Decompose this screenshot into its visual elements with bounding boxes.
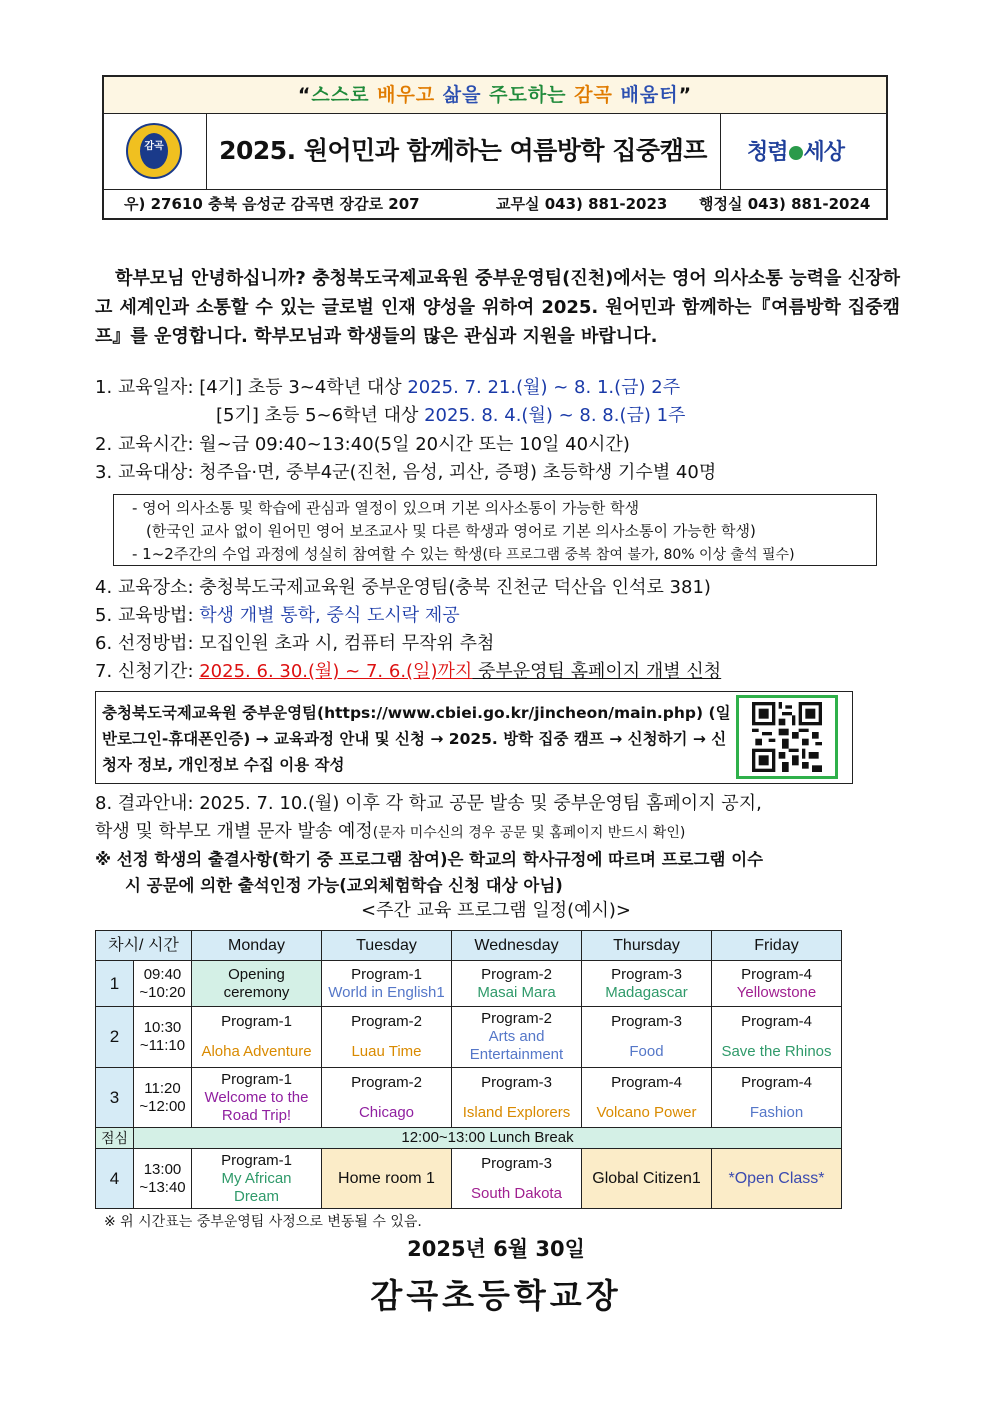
day-header: Friday (712, 931, 842, 961)
period-time: 13:00 ~13:40 (134, 1149, 192, 1209)
table-row (96, 1068, 842, 1128)
eligibility-box: - 영어 의사소통 및 학습에 관심과 열정이 있으며 기본 의사소통이 가능한 학생 (한국인 교사 없이 원어민 영어 보조교사 및 다른 학생과 영어로 기본 의사소통이 가능한 학생) - 1~2주간의 수업 과정에 성실히 참여할 수 있는 학생(타 프로그램 중복 참여 불가, 80% 이상 출석 필수) (113, 494, 877, 566)
issue-date: 2025년 6월 30일 (407, 1237, 585, 1261)
school-motto: “스스로 배우고 삶을 주도하는 감곡 배움터” (104, 77, 886, 114)
admin-phone: 행정실 043) 881-2024 (699, 195, 871, 213)
item-results: 8. 결과안내: 2025. 7. 10.(월) 이후 각 학교 공문 발송 및 중부운영팀 홈페이지 공지, (95, 793, 762, 814)
schedule-cell: Program-3 South Dakota (452, 1149, 582, 1209)
schedule-cell: Program-2 Chicago (322, 1068, 452, 1128)
table-row (96, 1007, 842, 1068)
school-address: 우) 27610 충북 음성군 감곡면 장감로 207 (124, 195, 420, 213)
table-row (96, 1149, 842, 1209)
letterhead (102, 75, 888, 220)
item-hours: 2. 교육시간: 월~금 09:40~13:40(5일 20시간 또는 10일 40시간) (95, 434, 630, 455)
period-time-header: 차시/ 시간 (96, 931, 192, 961)
item-dates: 1. 교육일자: [4기] 초등 3~4학년 대상 2025. 7. 21.(월) ~ 8. 1.(금) 2주 (95, 377, 681, 398)
item-target: 3. 교육대상: 청주읍·면, 중부4군(진천, 음성, 괴산, 증평) 초등학생 기수별 40명 (95, 462, 717, 483)
lunch-row (96, 1128, 842, 1149)
table-row (96, 961, 842, 1007)
schedule-cell: Global Citizen1 (582, 1149, 712, 1209)
item-location: 4. 교육장소: 충청북도국제교육원 중부운영팀(충북 진천군 덕산읍 인석로 381) (95, 577, 711, 598)
principal-signature: 감곡초등학교장 (370, 1276, 622, 1315)
schedule-footnote: ※ 위 시간표는 중부운영팀 사정으로 변동될 수 있음. (104, 1214, 422, 1230)
motto-word: 스스로 (311, 84, 370, 106)
motto-word: 주도하는 (489, 84, 567, 106)
day-header: Tuesday (322, 931, 452, 961)
period-time: 11:20 ~12:00 (134, 1068, 192, 1128)
schedule-cell: Program-3 Food (582, 1007, 712, 1068)
period-number: 2 (96, 1007, 134, 1068)
schedule-cell: Program-2 Luau Time (322, 1007, 452, 1068)
item-selection: 6. 선정방법: 모집인원 초과 시, 컴퓨터 무작위 추첨 (95, 633, 495, 654)
contact-row (104, 189, 886, 220)
period-number: 3 (96, 1068, 134, 1128)
school-emblem-icon: 감곡 (126, 123, 182, 179)
schedule-cell: Program-1 Welcome to the Road Trip! (192, 1068, 322, 1128)
brand-cell (720, 113, 887, 189)
document-title: 2025. 원어민과 함께하는 여름방학 집중캠프 (219, 136, 707, 165)
schedule-cell: Program-3 Madagascar (582, 961, 712, 1007)
intro-paragraph: 학부모님 안녕하십니까? 충청북도국제교육원 중부운영팀(진천)에서는 영어 의사소통 능력을 신장하고 세계인과 소통할 수 있는 글로벌 인재 양성을 위하여 2025. 원어민과 함께하는『여름방학 집중캠프』를 운영합니다. 학부모님과 학생들의 많은 관심과 지원을 바랍니다. (95, 268, 900, 347)
item-method: 5. 교육방법: 학생 개별 통학, 중식 도시락 제공 (95, 605, 460, 626)
application-steps: 충청북도국제교육원 중부운영팀(https://www.cbiei.go.kr/jincheon/main.php) (일반로그인-휴대폰인증) → 교육과정 안내 및 신청 → 2025. 방학 집중 캠프 → 신청하기 → 신청자 정보, 개인정보 수집 이용 작성 (102, 704, 731, 774)
schedule-cell: *Open Class* (712, 1149, 842, 1209)
logo-cell (104, 113, 207, 189)
schedule-cell: Program-1 World in English1 (322, 961, 452, 1007)
lunch-label: 점심 (96, 1128, 134, 1149)
weekly-schedule-table (95, 930, 842, 1209)
table-header-row (96, 931, 842, 961)
motto-word: 감곡 (574, 84, 613, 106)
period-time: 10:30 ~11:10 (134, 1007, 192, 1068)
item-results-cont: 학생 및 학부모 개별 문자 발송 예정(문자 미수신의 경우 공문 및 홈페이지 반드시 확인) (95, 821, 686, 842)
schedule-cell: Program-1 My African Dream (192, 1149, 322, 1209)
item-application-period: 7. 신청기간: 2025. 6. 30.(월) ~ 7. 6.(일)까지 중부운영팀 홈페이지 개별 신청 (95, 661, 722, 682)
motto-word: 배움터 (620, 84, 679, 106)
schedule-cell: Program-4 Volcano Power (582, 1068, 712, 1128)
attendance-note: ※ 선정 학생의 출결사항(학기 중 프로그램 참여)은 학교의 학사규정에 따르며 프로그램 이수 (95, 850, 764, 869)
day-header: Monday (192, 931, 322, 961)
schedule-cell: Program-4 Fashion (712, 1068, 842, 1128)
integrity-world-logo: 청렴 세상 (747, 139, 845, 165)
period-number: 4 (96, 1149, 134, 1209)
schedule-cell: Opening ceremony (192, 961, 322, 1007)
schedule-caption: <주간 교육 프로그램 일정(예시)> (360, 900, 632, 921)
period-number: 1 (96, 961, 134, 1007)
item-dates-second: [5기] 초등 5~6학년 대상 2025. 8. 4.(월) ~ 8. 8.(금) 1주 (216, 405, 686, 426)
office-phone: 교무실 043) 881-2023 (496, 195, 668, 213)
schedule-cell: Program-4 Yellowstone (712, 961, 842, 1007)
schedule-cell: Program-1 Aloha Adventure (192, 1007, 322, 1068)
day-header: Thursday (582, 931, 712, 961)
motto-word: 배우고 (377, 84, 436, 106)
leaf-icon (789, 146, 803, 160)
application-instructions-box (95, 691, 853, 784)
schedule-cell: Home room 1 (322, 1149, 452, 1209)
schedule-cell: Program-3 Island Explorers (452, 1068, 582, 1128)
schedule-cell: Program-2 Masai Mara (452, 961, 582, 1007)
schedule-cell: Program-4 Save the Rhinos (712, 1007, 842, 1068)
title-row (104, 113, 886, 190)
motto-word: 삶을 (442, 84, 482, 106)
day-header: Wednesday (452, 931, 582, 961)
attendance-note-cont: 시 공문에 의한 출석인정 가능(교외체험학습 신청 대상 아님) (125, 876, 563, 895)
period-time: 09:40 ~10:20 (134, 961, 192, 1007)
qr-code-icon[interactable] (736, 695, 838, 779)
schedule-cell: Program-2 Arts and Entertainment (452, 1007, 582, 1068)
lunch-break-cell: 12:00~13:00 Lunch Break (134, 1128, 842, 1149)
